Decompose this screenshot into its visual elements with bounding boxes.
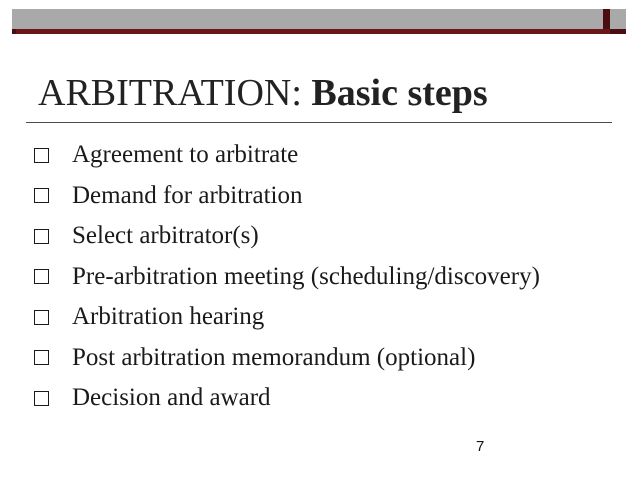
slide-title-prefix: ARBITRATION:: [38, 72, 312, 114]
bullet-text: Agreement to arbitrate: [72, 141, 299, 169]
hollow-square-bullet-icon: [34, 229, 49, 244]
page-number: 7: [476, 438, 485, 455]
hollow-square-bullet-icon: [34, 350, 49, 365]
bullet-item: [34, 216, 540, 257]
bullet-text: Pre-arbitration meeting (scheduling/discovery): [72, 262, 540, 290]
bullet-text: Demand for arbitration: [72, 181, 303, 209]
bullet-text: Arbitration hearing: [72, 303, 265, 331]
bullet-text: Post arbitration memorandum (optional): [72, 343, 476, 371]
bullet-item: [34, 297, 540, 338]
hollow-square-bullet-icon: [34, 310, 49, 325]
bullet-item: [34, 257, 540, 298]
title-divider: [26, 122, 612, 123]
bullet-item: [34, 176, 540, 217]
slide-title-bold: Basic steps: [311, 72, 488, 114]
top-band-gray-bar: [12, 9, 603, 29]
bullet-list: [34, 135, 540, 419]
bullet-item: [34, 338, 540, 379]
hollow-square-bullet-icon: [34, 148, 49, 163]
top-band-red-stripe: [16, 29, 610, 34]
bullet-text: Decision and award: [72, 384, 271, 412]
hollow-square-bullet-icon: [34, 188, 49, 203]
hollow-square-bullet-icon: [34, 269, 49, 284]
top-band-gray-square: [610, 9, 626, 29]
bullet-item: [34, 135, 540, 176]
hollow-square-bullet-icon: [34, 391, 49, 406]
slide-title: [38, 70, 488, 116]
bullet-item: [34, 378, 540, 419]
bullet-text: Select arbitrator(s): [72, 222, 259, 250]
